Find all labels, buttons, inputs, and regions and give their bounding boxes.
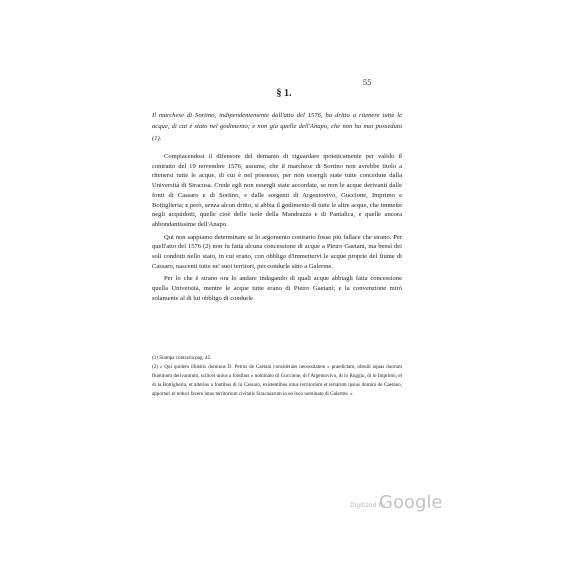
body-text: [152, 152, 402, 307]
paragraph: Per lo che è strano ora lo andare indagando di quali acque abbiagli fatta concessione quella Università, mentre le acque tutte erano di Pietro Gaetani; e la convenzione mirò solamente al di lui obbligo di condurle: [152, 275, 402, 302]
page-number: 55: [363, 78, 372, 87]
footnote: (1) Stampa contraria pag. 45.: [152, 355, 212, 361]
google-logo: Google: [379, 492, 443, 513]
section-summary: Il marchese di Sortino, indipendentemente dall'atto del 1576, ha dritto a ritenere tutte le acque, di cui è stato nel godimento; e non già quelle dell'Anapo, che non ha mai posseduto (1).: [152, 112, 402, 142]
footnotes: [152, 354, 402, 399]
paragraph: Compiacendosi il difensore del demanio di riguardare ipoteticamente per valido il contratto del 19 novembre 1576, assume, che il marchese di Sortino non avrebbe titolo a ritenersi tutte le acque, di cui è nel possesso, per non essergli state tutte concedute dalla Università di Siracusa. Crede egli non essergli state accordate, se non le acque derivanti dalle fonti di Cassaro e di Sortino, e dalle sorgenti di Argentovivo, Guccione, Imprimo e Bottiglieria; e però, senza alcun dritto, si abbia il godimento di tutte le altre acque, che immette negli acquidotti, quelle cioè delle isole della Mandrazza e di Pantalica, e quelle ancora abbondantissime dell'Anapo.: [152, 153, 402, 228]
section-title: § 1.: [276, 88, 292, 99]
paragraph: Qui non sappiamo determinare se lo argomento contrario fosse più fallace che strano. Per quell'atto del 1576 (2) non fu fatta alcuna concessione di acque a Pietro Gaetani, ma bensì dei soli condotti nello stato, in cui erano, con obbligo d'immettervi le acque proprie del fiume di Cassaro, nascenti tutte ne' suoi territori, per condurle sino a Galerme.: [152, 233, 402, 270]
footnote: (2) « Qui quidem illustris dominus D. Petrus de Caetani considerans necessitatem » praedictam, obtulit aquas duorum fluminum derivantium, scilicet unius a fontibus » nominato di Guccione, di l'Argentovivo, di lo Ruggio, di lo Imprimo, et di la Bottiglieria, et alterius a fontibus di lo Cassaro, existentibus intus territorium et terrarum ipsius domini de Caetano, apportari et reduci facere intus territorium civitatis Siracusarum in eo loco nominato di Galerme. »: [152, 363, 402, 397]
watermark-prefix: Digitized by: [350, 502, 386, 509]
